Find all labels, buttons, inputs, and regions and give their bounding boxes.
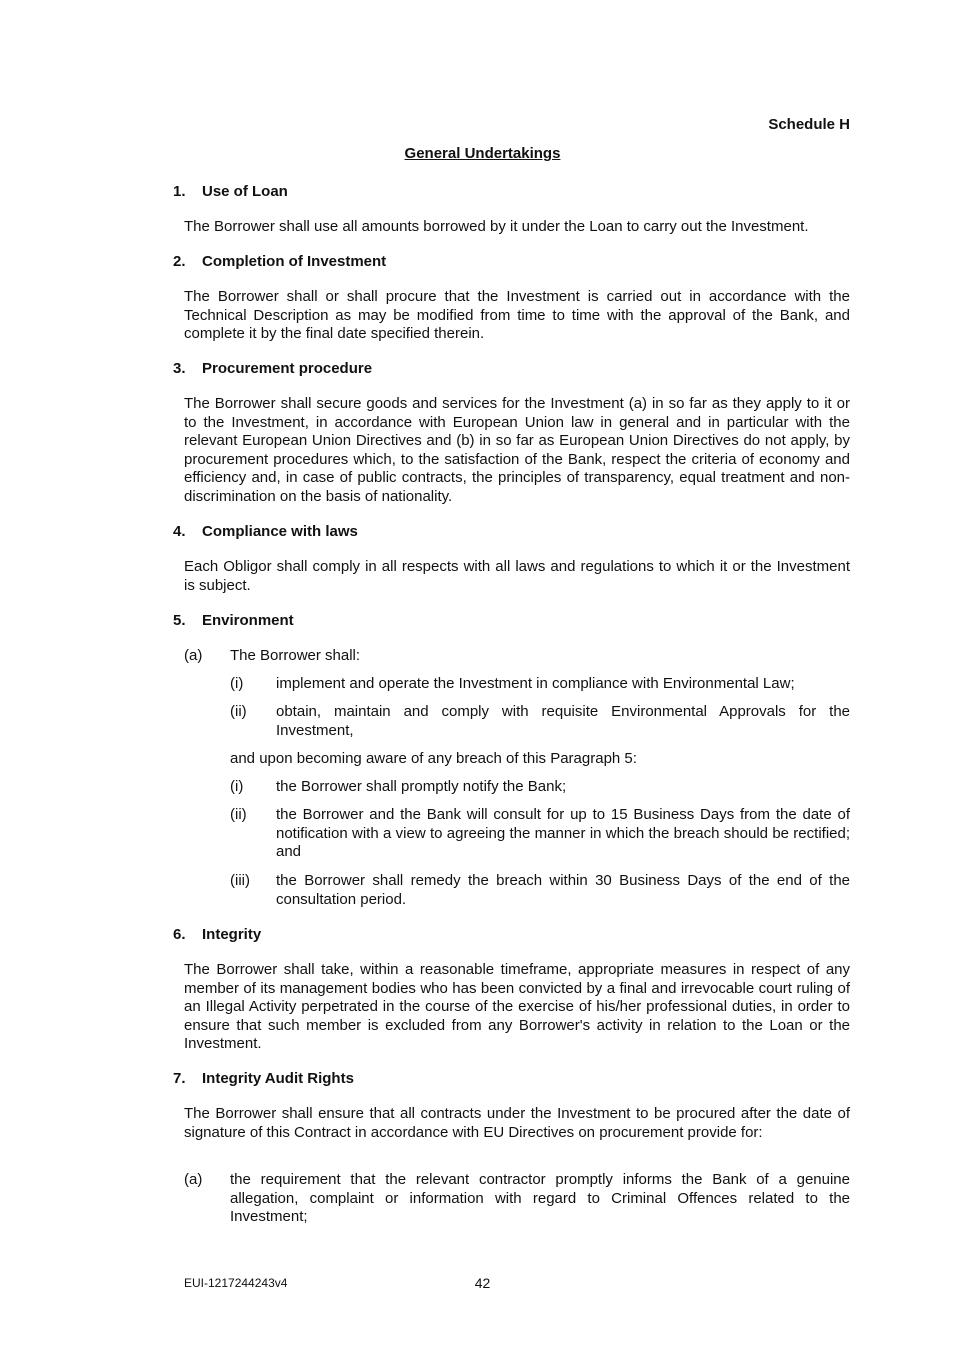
section-6-heading	[173, 926, 261, 945]
schedule-label: Schedule H	[768, 116, 850, 133]
section-title: Compliance with laws	[202, 523, 358, 540]
item-label: (ii)	[230, 703, 247, 720]
section-number: 7.	[173, 1070, 186, 1087]
section-7-item-a	[184, 1171, 850, 1227]
section-6-text: The Borrower shall take, within a reasonable timeframe, appropriate measures in respect of any member of its management bodies who has been convicted by a final and irrevocable court ruling of an Illegal Activity perpetrated in the course of the exercise of his/her professional duties, in order to ensure that such member is excluded from any Borrower's activity in relation to the Loan or the Investment.	[184, 961, 850, 1053]
section-5-item-a	[184, 647, 850, 666]
section-number: 6.	[173, 926, 186, 943]
breach-step	[230, 778, 850, 797]
section-title: Environment	[202, 612, 294, 629]
page-number: 42	[474, 1275, 491, 1291]
item-text: The Borrower shall:	[230, 647, 361, 664]
section-number: 2.	[173, 253, 186, 270]
item-label: (iii)	[230, 872, 250, 889]
section-2-text: The Borrower shall or shall procure that the Investment is carried out in accordance with the Technical Description as may be modified from time to time with the approval of the Bank, and complete it by the final date specified therein.	[184, 288, 850, 343]
section-5-heading	[173, 612, 294, 631]
item-label: (i)	[230, 675, 244, 692]
obligation-item	[230, 675, 850, 694]
obligation-item	[230, 703, 850, 740]
section-1-text: The Borrower shall use all amounts borrowed by it under the Loan to carry out the Investment.	[184, 218, 809, 235]
section-number: 5.	[173, 612, 186, 629]
section-title: Integrity Audit Rights	[202, 1070, 354, 1087]
item-text: the Borrower shall remedy the breach within 30 Business Days of the end of the consultation period.	[276, 872, 850, 908]
section-title: Use of Loan	[202, 183, 288, 200]
section-title: Procurement procedure	[202, 360, 373, 377]
item-label: (i)	[230, 778, 244, 795]
section-3-heading	[173, 360, 372, 379]
section-title: Completion of Investment	[202, 253, 387, 270]
item-text: the requirement that the relevant contractor promptly informs the Bank of a genuine allegation, complaint or information with regard to Criminal Offences related to the Investment;	[230, 1171, 850, 1226]
item-label: (ii)	[230, 806, 247, 823]
breach-step	[230, 872, 850, 909]
section-7-heading	[173, 1070, 354, 1089]
document-reference: EUI-1217244243v4	[184, 1276, 288, 1290]
page-title: General Undertakings	[404, 145, 561, 162]
section-3-text: The Borrower shall secure goods and services for the Investment (a) in so far as they apply to it or to the Investment, in accordance with European Union law in general and in particular with the relevant European Union Directives and (b) in so far as European Union Directives do not apply, by procurement procedures which, to the satisfaction of the Bank, respect the criteria of economy and efficiency and, in case of public contracts, the principles of transparency, equal treatment and non-discrimination on the basis of nationality.	[184, 395, 850, 505]
item-text: the Borrower and the Bank will consult for up to 15 Business Days from the date of notification with a view to agreeing the manner in which the breach should be rectified; and	[276, 806, 850, 861]
item-text: implement and operate the Investment in compliance with Environmental Law;	[276, 675, 795, 692]
section-number: 4.	[173, 523, 186, 540]
item-label: (a)	[184, 1171, 203, 1188]
section-title: Integrity	[202, 926, 262, 943]
item-label: (a)	[184, 647, 203, 664]
section-1-heading	[173, 183, 288, 202]
item-text: the Borrower shall promptly notify the Bank;	[276, 778, 567, 795]
section-4-heading	[173, 523, 358, 542]
section-4-text: Each Obligor shall comply in all respects with all laws and regulations to which it or the Investment is subject.	[184, 558, 850, 594]
section-7-text: The Borrower shall ensure that all contracts under the Investment to be procured after the date of signature of this Contract in accordance with EU Directives on procurement provide for:	[184, 1105, 850, 1141]
item-text: obtain, maintain and comply with requisite Environmental Approvals for the Investment,	[276, 703, 850, 739]
section-2-heading	[173, 253, 386, 272]
breach-step	[230, 806, 850, 862]
breach-intro: and upon becoming aware of any breach of this Paragraph 5:	[230, 750, 637, 767]
section-number: 1.	[173, 183, 186, 200]
section-number: 3.	[173, 360, 186, 377]
